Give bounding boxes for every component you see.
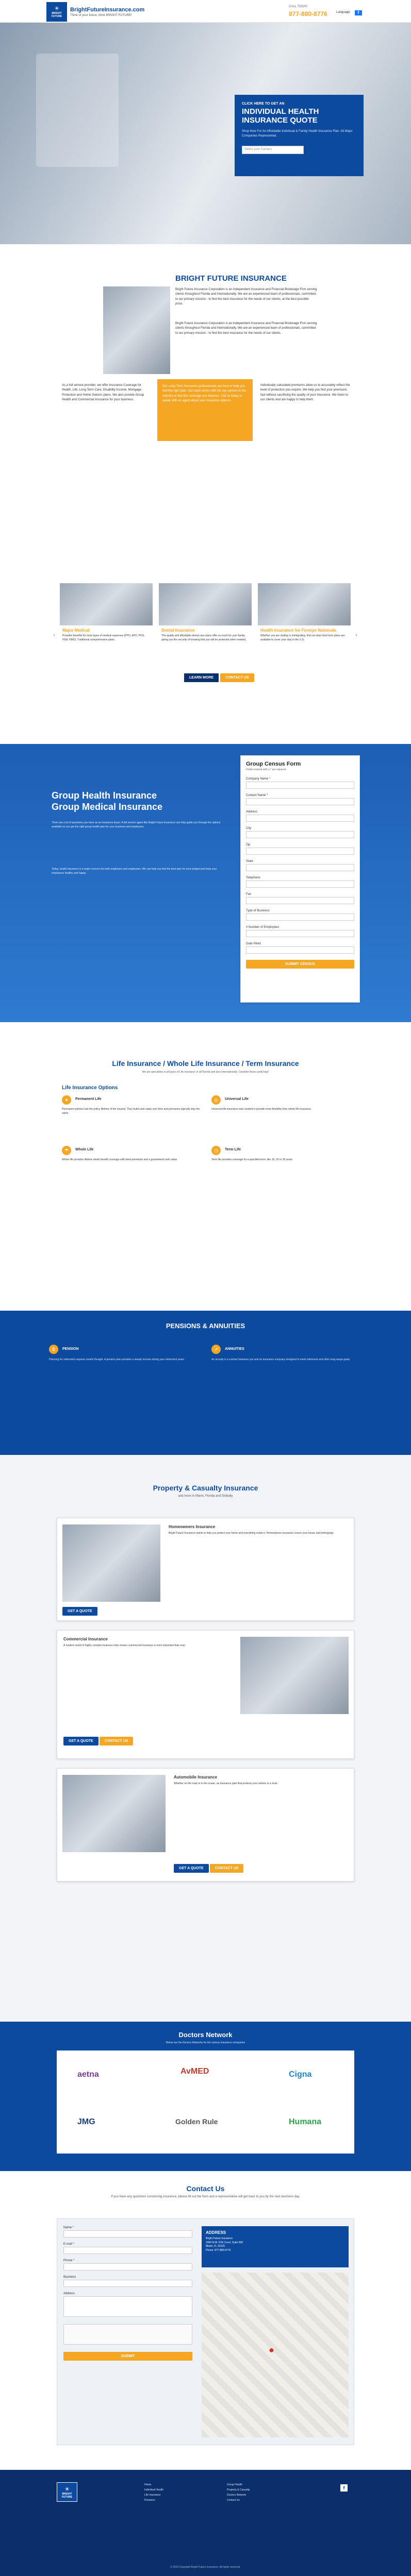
- homeowners-text: Bright Future Insurance wants to help you protect your home and everything inside it. Homeowners insurance covers your house and belongings.: [169, 1532, 335, 1535]
- life-options-title: Life Insurance Options: [62, 1085, 118, 1091]
- annuities-title: ANNUITIES: [225, 1347, 244, 1351]
- census-telephone-input[interactable]: [246, 880, 354, 888]
- census-submit-button[interactable]: SUBMIT CENSUS: [246, 960, 354, 969]
- homeowners-card: [57, 1518, 354, 1621]
- auto-quote-button[interactable]: GET A QUOTE: [174, 1864, 209, 1873]
- carousel-next-arrow[interactable]: ›: [354, 632, 359, 639]
- humana-logo[interactable]: Humana: [289, 2117, 322, 2126]
- census-zip-input[interactable]: [246, 848, 354, 855]
- footer-link-life-insurance[interactable]: Life Insurance: [144, 2494, 161, 2497]
- life-item-text: Whole life provides lifetime death benefit coverage with fixed premiums and a guaranteed cash value.: [62, 1158, 178, 1161]
- site-footer: [0, 2470, 411, 2576]
- contact-phone-input[interactable]: [63, 2263, 192, 2270]
- census-label-city: City: [246, 826, 252, 830]
- carrier-select[interactable]: Select your Carriers: [242, 146, 304, 154]
- pensions-title: PENSIONS & ANNUITIES: [166, 1322, 245, 1330]
- medical-card-1[interactable]: [60, 583, 153, 656]
- footer-link-group-health[interactable]: Group Health: [227, 2483, 242, 2486]
- life-item-permanent: [62, 1095, 201, 1115]
- life-item-universal: [211, 1095, 351, 1112]
- census-label-contact: Contact Name *: [246, 793, 268, 797]
- contact-subtitle: If you have any questions concerning insurance, please fill out the form and a representative will get back to you by the next business day.: [111, 2195, 300, 2198]
- quote-title: INDIVIDUAL HEALTH INSURANCE QUOTE: [242, 107, 319, 125]
- medical-card-1-text: Provides benefits for most types of medical expenses (PPO, EPO, POS, HSA, HMO). Traditional comprehensive plans.: [62, 634, 145, 641]
- tagline: Think of your future, think BRIGHT FUTURE!: [70, 14, 132, 17]
- address-line: Phone: 877-880-8776: [206, 2248, 231, 2252]
- census-company-input[interactable]: [246, 782, 354, 789]
- footer-link-doctors[interactable]: Doctors Network: [227, 2494, 246, 2497]
- umbrella-icon: ☂: [62, 1146, 71, 1155]
- life-intro: We are specialists in all types of Life insurance in all Florida and also internationally. Consider these useful tips!: [142, 1071, 269, 1074]
- contact-email-input[interactable]: [63, 2247, 192, 2254]
- footer-link-contact[interactable]: Contact Us: [227, 2499, 240, 2502]
- pensions-section: [0, 1311, 411, 1455]
- sun-icon: ☀: [64, 2486, 70, 2493]
- life-item-text: Permanent policies last the policy lifetime of the insured. They build cash value over time and premiums typically stay the same.: [62, 1108, 200, 1115]
- life-item-title: Whole Life: [75, 1148, 94, 1151]
- learn-more-button[interactable]: LEARN MORE: [184, 673, 219, 683]
- aetna-logo[interactable]: aetna: [77, 2070, 99, 2079]
- auto-contact-button[interactable]: CONTACT US: [210, 1864, 243, 1873]
- footer-link-home[interactable]: Home: [144, 2483, 152, 2486]
- about-section: [0, 244, 411, 543]
- heart-icon: ♥: [62, 1095, 71, 1105]
- about-photo-family: [103, 286, 170, 374]
- life-title: Life Insurance / Whole Life Insurance / Term Insurance: [112, 1059, 299, 1067]
- commercial-card: [57, 1630, 354, 1759]
- site-header: [0, 0, 411, 23]
- life-item-title: Term Life: [225, 1148, 241, 1151]
- address-line: 1000 N.W. 57th Court, Suite 590: [206, 2241, 243, 2244]
- chart-icon: ↗: [211, 1345, 221, 1354]
- life-item-title: Permanent Life: [75, 1097, 102, 1101]
- pension-title: PENSION: [62, 1347, 79, 1351]
- clock-icon: ◷: [211, 1146, 221, 1155]
- quote-box: [235, 95, 364, 176]
- sun-icon: ☀: [54, 6, 59, 12]
- annuities-column: [211, 1345, 361, 1362]
- pension-text: Planning for retirement requires careful thought. A pension plan provides a steady income during your retirement years.: [49, 1358, 185, 1361]
- life-item-text: Term life provides coverage for a specified term, like 10, 20 or 30 years.: [211, 1158, 293, 1161]
- about-paragraph-1: Bright Future Insurance Corporation is an Independent Insurance and Financial Brokerage Firm serving clients throughout Florida and Internationally. We are an experienced team of professionals, committed to our primary mission - to find the best insurance for the needs of our clients, at the best possible price.: [175, 288, 317, 306]
- life-item-whole: [62, 1146, 201, 1162]
- medical-section: [0, 543, 411, 744]
- life-item-term: [211, 1146, 351, 1162]
- census-city-input[interactable]: [246, 831, 354, 838]
- census-label-zip: Zip: [246, 843, 251, 846]
- census-date-hired-input[interactable]: [246, 946, 354, 954]
- life-section: [0, 1022, 411, 1311]
- cigna-logo[interactable]: Cigna: [289, 2070, 312, 2079]
- about-col-1: As a full service provider, we offer Insurance Coverage for Health, Life, Long Term Care, Disability Income, Mortgage Protection and Home Owners plans. We also provide Group Health and Commercial Insurance for your business.: [62, 384, 144, 401]
- census-employees-input[interactable]: [246, 930, 354, 937]
- group-section: [0, 744, 411, 1022]
- carousel-prev-arrow[interactable]: ‹: [52, 632, 57, 639]
- census-address-input[interactable]: [246, 815, 354, 822]
- footer-logo[interactable]: [57, 2482, 77, 2502]
- annuities-text: An annuity is a contract between you and an insurance company designed to meet retirement and other long-range goals.: [211, 1358, 351, 1361]
- census-title: Group Census Form: [246, 761, 301, 767]
- address-line: Miami, FL 33126: [206, 2245, 225, 2248]
- medical-subtitle-2: Coverage options include: [185, 574, 226, 578]
- about-paragraph-2: Bright Future Insurance Corporation is an Independent Insurance and Financial Brokerage Firm serving clients throughout Florida and Internationally. We are an experienced team of professionals, committed to our primary mission - to find the best insurance for the needs of our clients.: [175, 322, 317, 335]
- pension-column: [49, 1345, 199, 1362]
- census-label-address: Address: [246, 810, 258, 814]
- census-form: [240, 755, 360, 1003]
- golden-rule-logo[interactable]: Golden Rule: [175, 2117, 218, 2126]
- medical-card-2-image: [159, 583, 252, 625]
- auto-card: [57, 1768, 354, 1882]
- site-name: BrightFutureInsurance.com: [70, 7, 145, 13]
- contact-label-phone: Phone *: [63, 2259, 75, 2262]
- contact-title: Contact Us: [186, 2184, 225, 2193]
- property-section: [0, 1455, 411, 2022]
- medical-subtitle: Health Options: [193, 569, 218, 572]
- census-label-employees: # Number of Employees: [246, 925, 280, 929]
- life-item-title: Universal Life: [225, 1097, 249, 1101]
- location-map[interactable]: [202, 2273, 349, 2437]
- commercial-quote-button[interactable]: GET A QUOTE: [63, 1737, 98, 1745]
- auto-text: Whether on the road or in the ocean, an insurance plan that protects your vehicle is a must.: [174, 1782, 278, 1785]
- contact-label-email: E-mail *: [63, 2243, 75, 2246]
- homeowners-image: [62, 1524, 160, 1602]
- logo[interactable]: [46, 2, 67, 22]
- property-title: Property & Casualty Insurance: [153, 1484, 258, 1492]
- medical-contact-button[interactable]: CONTACT US: [220, 673, 254, 682]
- contact-address-input[interactable]: [63, 2296, 192, 2317]
- footer-link-individual-health[interactable]: Individual Health: [144, 2488, 163, 2492]
- footer-logo-text: BRIGHT FUTURE: [61, 2493, 73, 2499]
- footer-link-pensions[interactable]: Pensions: [144, 2499, 155, 2502]
- globe-icon: ◎: [211, 1095, 221, 1105]
- census-state-input[interactable]: [246, 864, 354, 871]
- commercial-text: A modern world of highly complex business risks means commercial insurance is more important than ever.: [63, 1644, 186, 1647]
- commercial-title: Commercial Insurance: [63, 1637, 108, 1641]
- census-required-note: Fields marked with a * are required: [246, 768, 286, 771]
- medical-card-2-text: The quality and affordable dental care plans offer so much for your family, giving you the security of knowing that you will be protected when needed.: [161, 634, 246, 641]
- quote-pre: CLICK HERE TO GET AN: [242, 102, 285, 106]
- language-selector[interactable]: Language: [336, 11, 350, 14]
- contact-section: [0, 2171, 411, 2470]
- logo-text: BRIGHT FUTURE: [51, 12, 62, 18]
- address-title: ADDRESS: [206, 2230, 226, 2235]
- call-label: CALL TODAY: [289, 5, 308, 8]
- homeowners-title: Homeowners Insurance: [169, 1524, 216, 1529]
- medical-card-3-text: Whether you are visiting or immigrating, find out what short term plans are available to cover your stay in the U.S.: [260, 634, 345, 641]
- group-title-1: Group Health Insurance: [52, 790, 157, 801]
- contact-label-name: Name *: [63, 2226, 74, 2229]
- census-contact-input[interactable]: [246, 798, 354, 805]
- medical-card-3[interactable]: [258, 583, 351, 656]
- doctors-logo-grid: [57, 2050, 354, 2154]
- contact-label-business: Business: [63, 2276, 76, 2279]
- about-col-2: Our Long Term Insurance professionals are here to help you find the right plan. Our team works with the top carriers in the industry to find the coverage you deserve. Call us today to speak with an agent about your insurance options.: [157, 379, 253, 441]
- piggy-bank-icon: $: [49, 1345, 58, 1354]
- commercial-image: [240, 1637, 349, 1714]
- captcha-box[interactable]: [63, 2324, 192, 2345]
- contact-panel: [57, 2218, 354, 2445]
- footer-link-property[interactable]: Property & Casualty: [227, 2488, 250, 2492]
- facebook-icon[interactable]: f: [340, 2484, 348, 2492]
- contact-business-input[interactable]: [63, 2280, 192, 2287]
- doctors-section: [0, 2022, 411, 2171]
- hero-photo-family: [36, 54, 119, 167]
- medical-title: INDIVIDUAL HEALTH & INDIVIDUAL MEDICAL INSURANCE: [133, 560, 278, 565]
- medical-card-1-title: Major Medical: [62, 628, 90, 633]
- group-title-2: Group Medical Insurance: [52, 802, 163, 812]
- medical-card-2-title: Dental Insurance: [161, 628, 195, 633]
- jmg-logo[interactable]: JMG: [77, 2117, 95, 2126]
- medical-card-3-image: [258, 583, 351, 625]
- auto-image: [62, 1775, 166, 1852]
- property-subtitle: and more in Miami, Florida and Globally: [178, 1495, 233, 1498]
- contact-submit-button[interactable]: SUBMIT: [63, 2352, 192, 2361]
- doctors-title: Doctors Network: [178, 2031, 233, 2039]
- contact-label-address: Address: [63, 2292, 75, 2295]
- copyright-text: © 2019 Copyright Bright Future Insurance. All rights reserved.: [170, 2566, 241, 2569]
- contact-name-input[interactable]: [63, 2230, 192, 2238]
- life-item-text: Universal life insurance was created to provide more flexibility than whole life insurance.: [211, 1108, 312, 1111]
- about-title: BRIGHT FUTURE INSURANCE: [175, 274, 287, 283]
- avmed-logo[interactable]: AvMED: [180, 2067, 209, 2076]
- census-label-state: State: [246, 859, 254, 863]
- address-line: Bright Future Insurance: [206, 2237, 233, 2240]
- census-label-company: Company Name *: [246, 777, 271, 781]
- about-col-3: Individually calculated premiums allow us to accurately reflect the level of protection you require. We help you find your premiums fast without sacrificing the quality of your insurance. We listen to our clients and are happy to help them.: [260, 384, 350, 401]
- map-pin-icon: ●: [269, 2345, 274, 2355]
- census-label-telephone: Telephone: [246, 876, 260, 879]
- group-paragraph-1: There are a lot of questions you have as an insurance buyer. A full service agent like Bright Future Insurance can help guide you through the options available so you get the right group health plan for your business and employees.: [52, 821, 221, 828]
- hero-section: [0, 23, 411, 244]
- medical-card-2[interactable]: [159, 583, 252, 656]
- group-paragraph-2: Today, health insurance is a major concern for both employers and employees. We can help you find the best plan for your budget and keep your employees healthy and happy.: [52, 868, 217, 875]
- homeowners-quote-button[interactable]: GET A QUOTE: [62, 1607, 97, 1616]
- census-fax-input[interactable]: [246, 897, 354, 904]
- facebook-icon[interactable]: f: [355, 10, 362, 15]
- address-box: [202, 2226, 349, 2267]
- census-label-fax: Fax: [246, 892, 252, 896]
- census-business-type-input[interactable]: [246, 913, 354, 921]
- commercial-contact-button[interactable]: CONTACT US: [100, 1737, 133, 1745]
- medical-card-1-image: [60, 583, 153, 625]
- quote-text: Shop Now For An Affordable Individual & Family Health Insurance Plan. All Major Companies Represented.: [242, 129, 353, 138]
- auto-title: Automobile Insurance: [174, 1775, 218, 1780]
- census-label-date-hired: Date Hired: [246, 942, 261, 945]
- doctors-subtitle: Below are the Doctors Networks for the various insurance companies: [166, 2041, 245, 2044]
- header-phone[interactable]: 877-880-8776: [289, 10, 327, 18]
- census-label-business-type: Type of Business: [246, 909, 270, 912]
- medical-card-3-title: Health Insurance for Foreign Nationals: [260, 628, 337, 633]
